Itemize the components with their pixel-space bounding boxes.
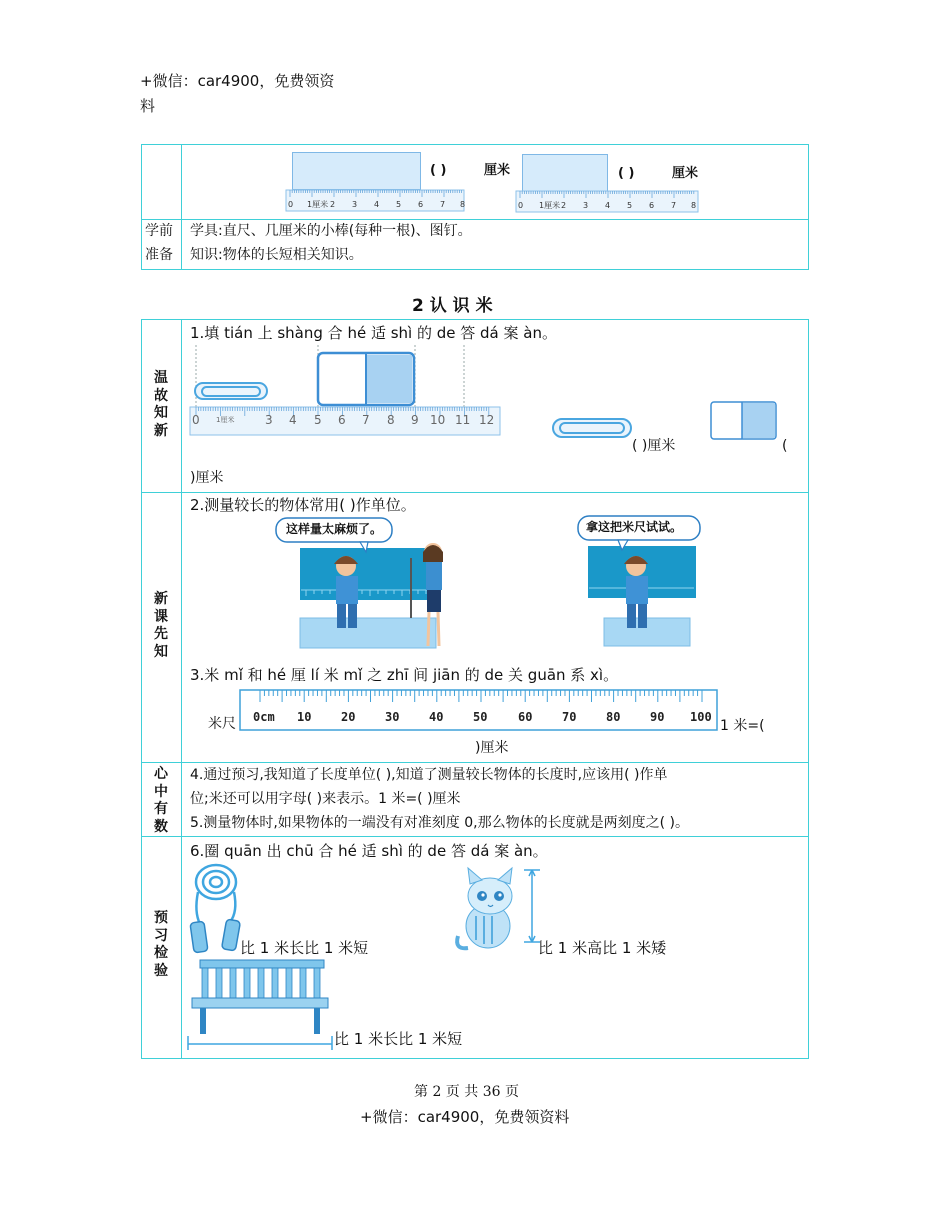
tick: 4 xyxy=(289,413,297,427)
tick: 6 xyxy=(649,201,655,210)
footer-ad: +微信：car4900，免费领资料 xyxy=(360,1108,570,1126)
tick: 1厘米 xyxy=(539,201,561,210)
q1-answer-2-close: )厘米 xyxy=(190,470,224,486)
tick: 10 xyxy=(430,413,446,427)
rectangle-figure-1 xyxy=(292,152,421,190)
bench-options[interactable]: 比 1 米长比 1 米短 xyxy=(334,1030,463,1048)
tick: 1厘米 xyxy=(216,416,235,424)
header-ad-line2: 料 xyxy=(140,97,156,115)
tick: 6 xyxy=(338,413,346,427)
tick: 100 xyxy=(690,710,712,724)
prep-table-rowline xyxy=(141,219,809,220)
tick: 6 xyxy=(418,200,424,209)
tick: 0 xyxy=(518,201,524,210)
tick: 5 xyxy=(627,201,633,210)
tick: 0 xyxy=(192,413,200,427)
tick: 3 xyxy=(265,413,273,427)
tick: 50 xyxy=(473,710,488,724)
tick: 7 xyxy=(440,200,446,209)
tick: 7 xyxy=(671,201,677,210)
question-5: 5.测量物体时,如果物体的一端没有对准刻度 0,那么物体的长度就是两刻度之( )。 xyxy=(190,815,689,831)
section-label-review: 温 故 知 新 xyxy=(154,370,168,439)
question-6: 6.圈 quān 出 chū 合 hé 适 shì 的 de 答 dá 案 àn。 xyxy=(190,842,548,860)
prep-table-divider xyxy=(181,144,182,270)
meter-stick-label: 米尺 xyxy=(208,716,236,732)
tick: 9 xyxy=(411,413,419,427)
answer-blank-1: ( ) xyxy=(430,163,447,178)
q3-answer-open: 1 米=( xyxy=(720,718,765,734)
tick: 4 xyxy=(605,201,611,210)
tick: 60 xyxy=(518,710,533,724)
tick: 8 xyxy=(691,201,697,210)
speech-bubble-1: 这样量太麻烦了。 xyxy=(286,522,383,536)
question-3: 3.米 mǐ 和 hé 厘 lí 米 mǐ 之 zhī 间 jiān 的 de 关 guān 系 xì。 xyxy=(190,666,619,684)
prep-label-1: 学前 xyxy=(145,223,173,239)
blackboard-scene-2 xyxy=(578,516,708,648)
q1-answer-1: ( )厘米 xyxy=(632,438,676,454)
tick: 5 xyxy=(396,200,402,209)
tick: 12 xyxy=(479,413,495,427)
section-label-preview-check: 预 习 检 验 xyxy=(154,910,168,979)
tick: 1厘米 xyxy=(307,200,329,209)
page-number: 第 2 页 共 36 页 xyxy=(414,1084,519,1100)
question-4-line1: 4.通过预习,我知道了长度单位( ),知道了测量较长物体的长度时,应该用( )作单 xyxy=(190,767,668,783)
lesson-table-divider xyxy=(181,319,182,1059)
tick: 2 xyxy=(561,201,567,210)
tick: 4 xyxy=(374,200,380,209)
rope-options[interactable]: 比 1 米长比 1 米短 xyxy=(240,939,369,957)
tick: 90 xyxy=(650,710,665,724)
tick: 5 xyxy=(314,413,322,427)
question-4-line2: 位;米还可以用字母( )来表示。1 米=( )厘米 xyxy=(190,791,461,807)
tick: 70 xyxy=(562,710,577,724)
question-2: 2.测量较长的物体常用( )作单位。 xyxy=(190,496,416,514)
tick: 3 xyxy=(352,200,358,209)
blackboard-scene-1 xyxy=(276,518,476,648)
block-small-figure xyxy=(710,401,778,441)
row-line-1 xyxy=(141,492,809,493)
tick: 80 xyxy=(606,710,621,724)
q1-answer-2-open: ( xyxy=(782,438,788,454)
paperclip-icon xyxy=(195,383,267,399)
question-1: 1.填 tián 上 shàng 合 hé 适 shì 的 de 答 dá 案 àn。 xyxy=(190,324,557,342)
tick: 10 xyxy=(297,710,312,724)
row-line-3 xyxy=(141,836,809,837)
prep-knowledge-text: 知识:物体的长短相关知识。 xyxy=(190,247,363,263)
answer-blank-2: ( ) xyxy=(618,166,635,181)
tick: 30 xyxy=(385,710,400,724)
cat-icon xyxy=(452,866,542,956)
tick: 0cm xyxy=(253,710,275,724)
tick: 11 xyxy=(455,413,471,427)
tick: 40 xyxy=(429,710,444,724)
unit-label-2: 厘米 xyxy=(672,166,699,181)
tick: 8 xyxy=(460,200,466,209)
rectangle-figure-2 xyxy=(522,154,608,192)
prep-label-2: 准备 xyxy=(145,247,173,263)
tick: 2 xyxy=(330,200,336,209)
bench-icon xyxy=(186,958,334,1050)
unit-label-1: 厘米 xyxy=(484,163,511,178)
tick: 8 xyxy=(387,413,395,427)
prep-tools-text: 学具:直尺、几厘米的小棒(每种一根)、图钉。 xyxy=(190,223,472,239)
cat-options[interactable]: 比 1 米高比 1 米矮 xyxy=(538,939,667,957)
lesson-title: 2 认 识 米 xyxy=(412,296,493,316)
tick: 0 xyxy=(288,200,294,209)
header-ad-line1: +微信：car4900，免费领资 xyxy=(140,72,335,90)
row-line-2 xyxy=(141,762,809,763)
tick: 3 xyxy=(583,201,589,210)
tick: 20 xyxy=(341,710,356,724)
paperclip-small-icon xyxy=(552,417,634,439)
speech-bubble-2: 拿这把米尺试试。 xyxy=(586,520,683,534)
jump-rope-icon xyxy=(186,862,246,954)
tick: 7 xyxy=(362,413,370,427)
q3-answer-close: )厘米 xyxy=(475,740,509,756)
section-label-new-lesson: 新 课 先 知 xyxy=(154,591,168,660)
section-label-mindful: 心 中 有 数 xyxy=(154,766,168,835)
